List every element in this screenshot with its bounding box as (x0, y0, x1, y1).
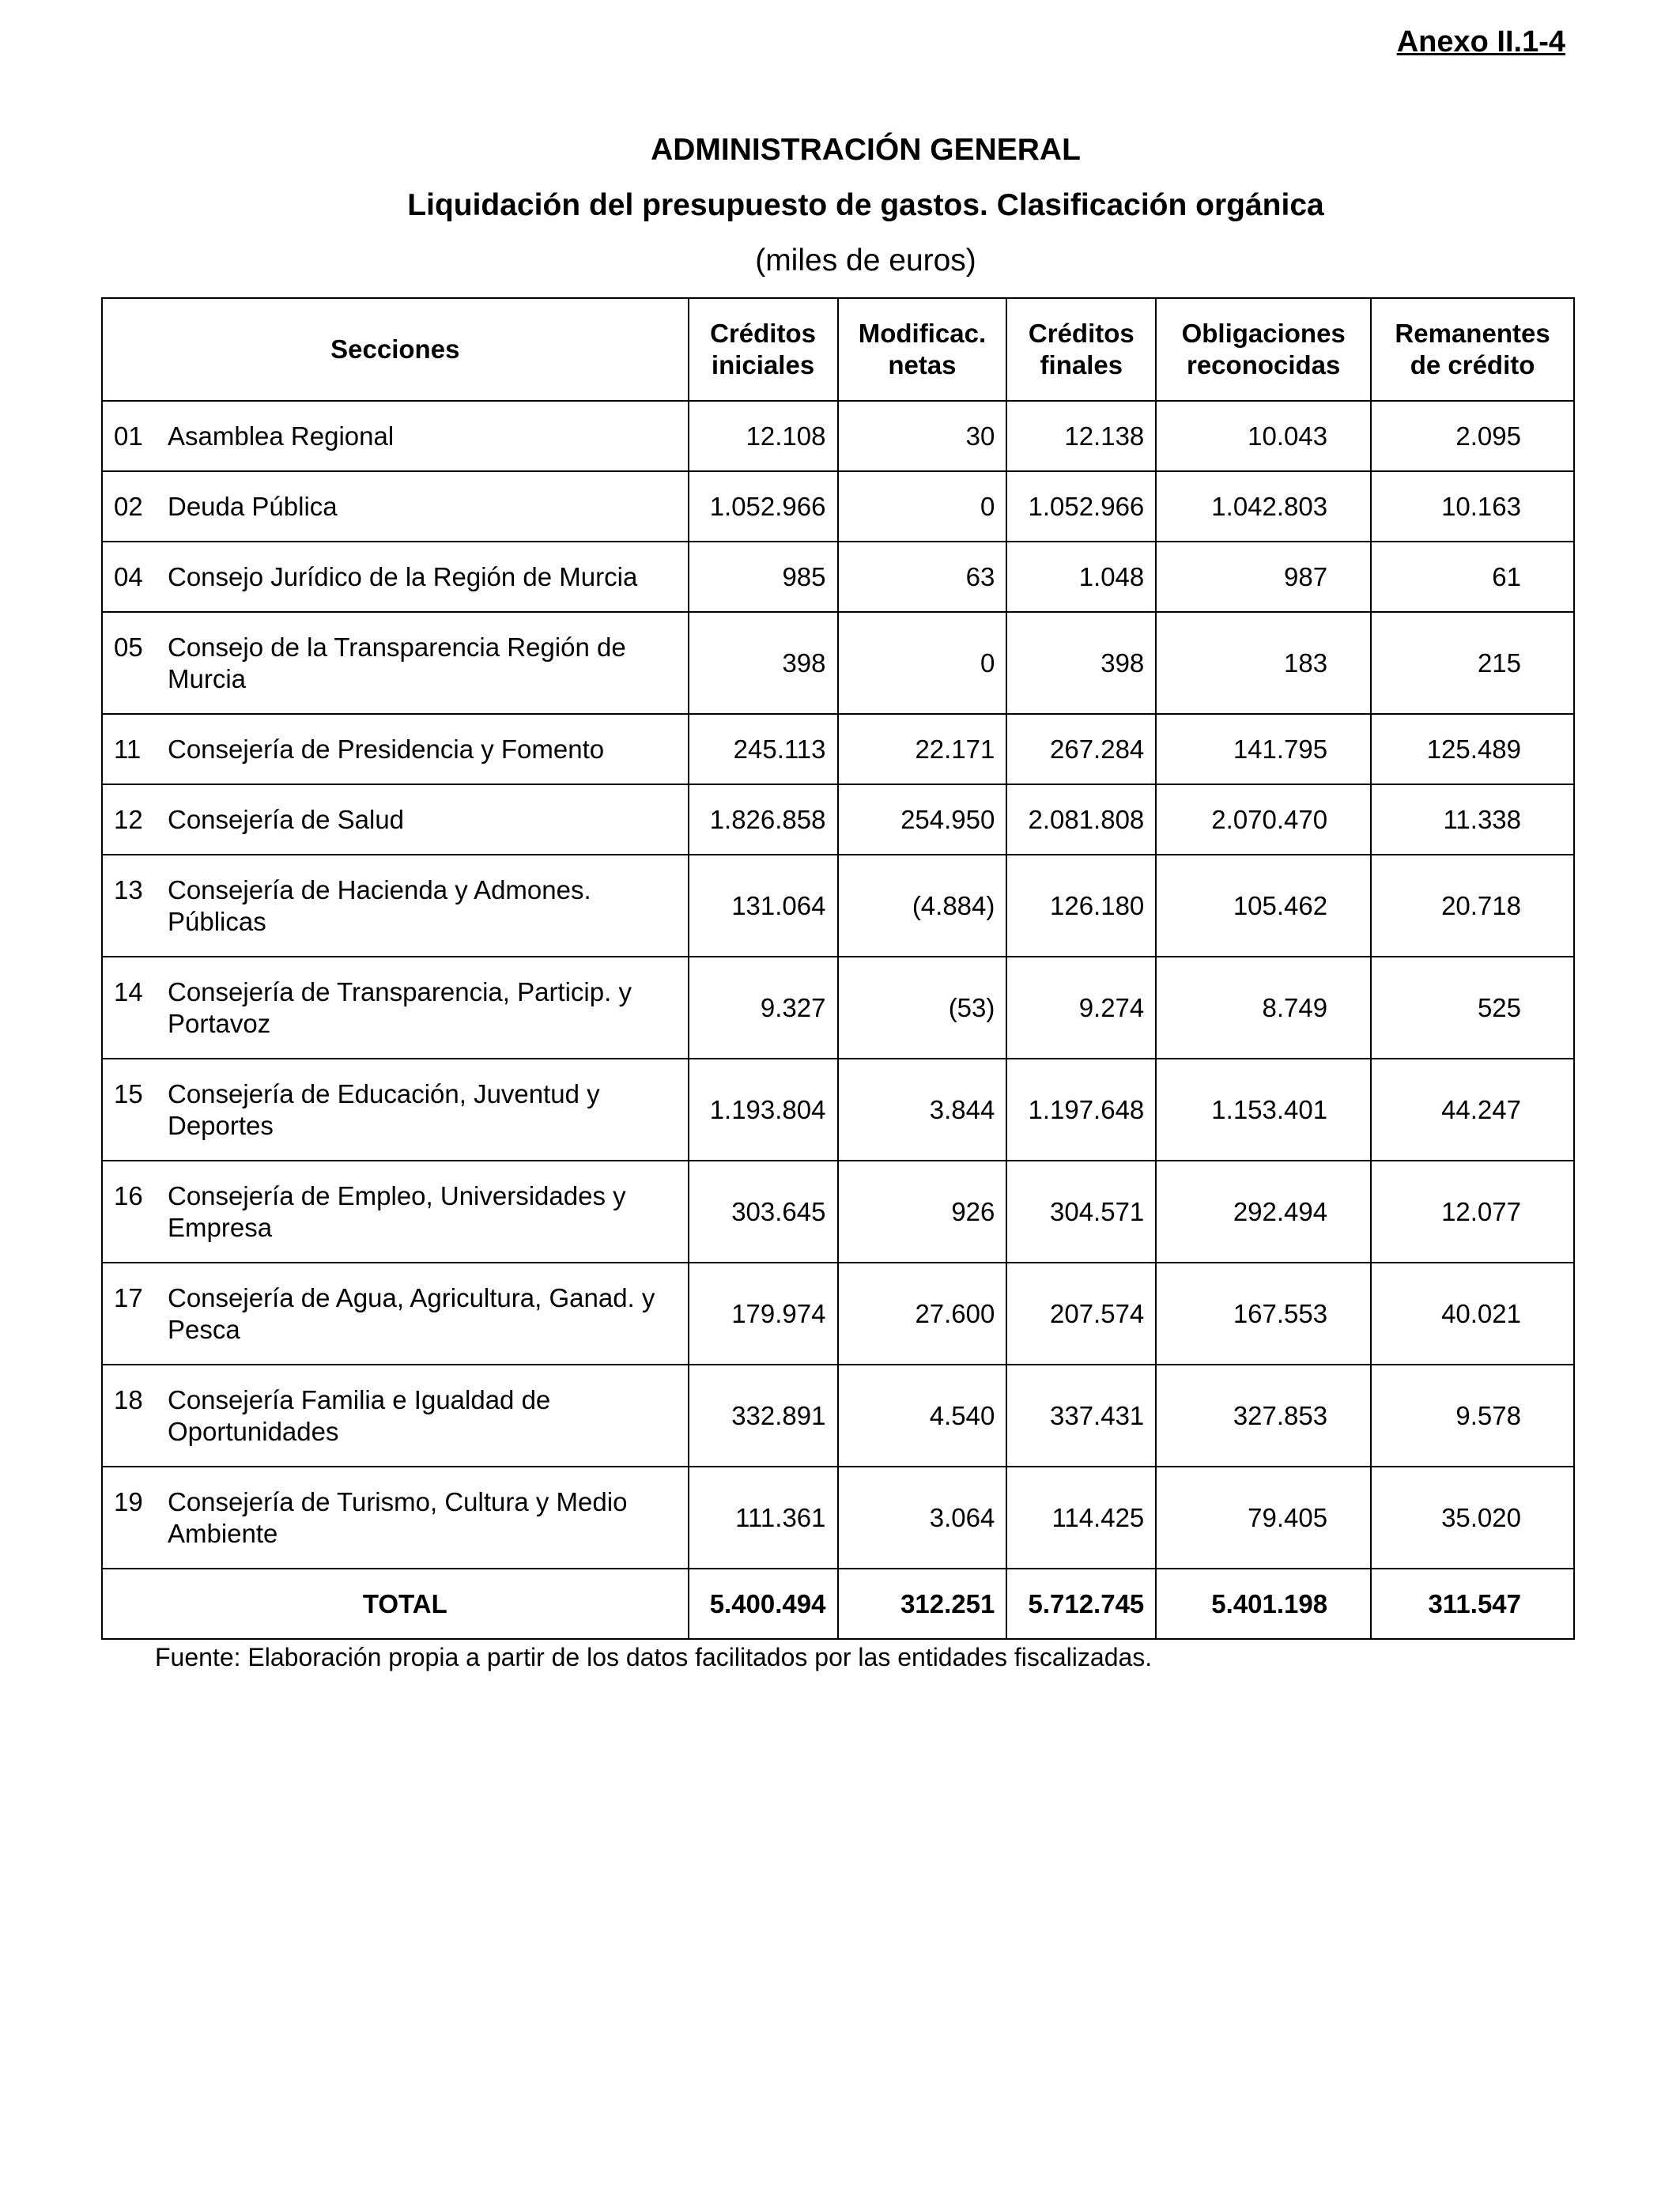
creditos-iniciales-cell: 1.193.804 (689, 1059, 838, 1161)
section-name: Consejería de Agua, Agricultura, Ganad. y Pesca (168, 1282, 655, 1344)
creditos-finales-cell: 9.274 (1006, 957, 1156, 1059)
modificac-netas-cell: 926 (838, 1161, 1007, 1263)
modificac-netas-cell: 22.171 (838, 714, 1007, 784)
table-row (102, 784, 1574, 855)
table-row (102, 401, 1574, 471)
obligaciones-cell: 105.462 (1156, 855, 1371, 957)
section-code: 19 (114, 1486, 143, 1516)
section-cell (102, 714, 689, 784)
total-obligaciones: 5.401.198 (1156, 1569, 1371, 1639)
creditos-iniciales-cell: 245.113 (689, 714, 838, 784)
table-row (102, 612, 1574, 714)
annex-label: Anexo II.1-4 (1396, 25, 1565, 59)
section-cell (102, 612, 689, 714)
section-cell (102, 855, 689, 957)
table-header-row (102, 298, 1574, 401)
remanentes-cell: 125.489 (1371, 714, 1574, 784)
section-cell (102, 1059, 689, 1161)
modificac-netas-cell: 63 (838, 542, 1007, 612)
remanentes-cell: 10.163 (1371, 471, 1574, 542)
table-row (102, 542, 1574, 612)
creditos-iniciales-cell: 131.064 (689, 855, 838, 957)
section-code: 18 (114, 1384, 143, 1414)
section-name: Consejería de Transparencia, Particip. y Portavoz (168, 976, 632, 1038)
creditos-finales-cell: 1.048 (1006, 542, 1156, 612)
creditos-iniciales-cell: 303.645 (689, 1161, 838, 1263)
obligaciones-cell: 292.494 (1156, 1161, 1371, 1263)
obligaciones-cell: 183 (1156, 612, 1371, 714)
total-modificac-netas: 312.251 (838, 1569, 1007, 1639)
remanentes-cell: 20.718 (1371, 855, 1574, 957)
section-name: Deuda Pública (168, 491, 338, 521)
creditos-iniciales-cell: 111.361 (689, 1467, 838, 1569)
section-name: Consejería de Hacienda y Admones. Públicas (168, 874, 591, 936)
remanentes-cell: 11.338 (1371, 784, 1574, 855)
section-code: 16 (114, 1180, 143, 1210)
table-row (102, 1161, 1574, 1263)
remanentes-cell: 35.020 (1371, 1467, 1574, 1569)
creditos-iniciales-cell: 1.052.966 (689, 471, 838, 542)
creditos-iniciales-cell: 179.974 (689, 1263, 838, 1365)
obligaciones-cell: 79.405 (1156, 1467, 1371, 1569)
obligaciones-cell: 167.553 (1156, 1263, 1371, 1365)
creditos-finales-cell: 207.574 (1006, 1263, 1156, 1365)
creditos-finales-cell: 398 (1006, 612, 1156, 714)
section-code: 14 (114, 976, 143, 1006)
total-creditos-finales: 5.712.745 (1006, 1569, 1156, 1639)
creditos-finales-cell: 1.197.648 (1006, 1059, 1156, 1161)
header-creditos-finales: Créditos finales (1006, 298, 1156, 401)
creditos-iniciales-cell: 12.108 (689, 401, 838, 471)
obligaciones-cell: 1.153.401 (1156, 1059, 1371, 1161)
modificac-netas-cell: 3.844 (838, 1059, 1007, 1161)
table-row (102, 957, 1574, 1059)
creditos-iniciales-cell: 398 (689, 612, 838, 714)
modificac-netas-cell: 3.064 (838, 1467, 1007, 1569)
budget-table (101, 297, 1575, 1640)
section-name: Consejería de Salud (168, 804, 405, 834)
obligaciones-cell: 141.795 (1156, 714, 1371, 784)
remanentes-cell: 525 (1371, 957, 1574, 1059)
obligaciones-cell: 1.042.803 (1156, 471, 1371, 542)
header-modificac-netas: Modificac. netas (838, 298, 1007, 401)
section-cell (102, 784, 689, 855)
modificac-netas-cell: 0 (838, 471, 1007, 542)
header-creditos-iniciales: Créditos iniciales (689, 298, 838, 401)
remanentes-cell: 9.578 (1371, 1365, 1574, 1467)
creditos-iniciales-cell: 332.891 (689, 1365, 838, 1467)
section-code: 05 (114, 632, 143, 662)
section-code: 04 (114, 561, 143, 591)
modificac-netas-cell: 27.600 (838, 1263, 1007, 1365)
section-code: 12 (114, 804, 143, 834)
obligaciones-cell: 327.853 (1156, 1365, 1371, 1467)
creditos-finales-cell: 267.284 (1006, 714, 1156, 784)
creditos-finales-cell: 12.138 (1006, 401, 1156, 471)
modificac-netas-cell: 0 (838, 612, 1007, 714)
obligaciones-cell: 8.749 (1156, 957, 1371, 1059)
section-cell (102, 1365, 689, 1467)
section-cell (102, 1263, 689, 1365)
modificac-netas-cell: (53) (838, 957, 1007, 1059)
table-row (102, 1059, 1574, 1161)
obligaciones-cell: 2.070.470 (1156, 784, 1371, 855)
table-row (102, 471, 1574, 542)
obligaciones-cell: 987 (1156, 542, 1371, 612)
section-code: 11 (114, 734, 142, 764)
total-creditos-iniciales: 5.400.494 (689, 1569, 838, 1639)
modificac-netas-cell: 4.540 (838, 1365, 1007, 1467)
remanentes-cell: 40.021 (1371, 1263, 1574, 1365)
section-code: 01 (114, 421, 143, 451)
creditos-finales-cell: 337.431 (1006, 1365, 1156, 1467)
remanentes-cell: 61 (1371, 542, 1574, 612)
section-cell (102, 471, 689, 542)
section-name: Consejería Familia e Igualdad de Oportunidades (168, 1384, 551, 1446)
creditos-iniciales-cell: 985 (689, 542, 838, 612)
header-obligaciones-reconocidas: Obligaciones reconocidas (1156, 298, 1371, 401)
header-secciones: Secciones (102, 298, 689, 401)
modificac-netas-cell: 30 (838, 401, 1007, 471)
section-name: Consejería de Turismo, Cultura y Medio Ambiente (168, 1486, 628, 1548)
modificac-netas-cell: (4.884) (838, 855, 1007, 957)
table-row (102, 1263, 1574, 1365)
remanentes-cell: 2.095 (1371, 401, 1574, 471)
total-row (102, 1569, 1574, 1639)
document-title: ADMINISTRACIÓN GENERAL (651, 133, 1081, 167)
obligaciones-cell: 10.043 (1156, 401, 1371, 471)
section-code: 15 (114, 1078, 143, 1108)
remanentes-cell: 215 (1371, 612, 1574, 714)
section-name: Consejo Jurídico de la Región de Murcia (168, 561, 638, 591)
section-cell (102, 1161, 689, 1263)
total-remanentes: 311.547 (1371, 1569, 1574, 1639)
section-cell (102, 957, 689, 1059)
section-cell (102, 1467, 689, 1569)
section-code: 13 (114, 874, 143, 904)
section-code: 17 (114, 1282, 143, 1312)
section-name: Consejo de la Transparencia Región de Murcia (168, 632, 626, 693)
table-row (102, 1365, 1574, 1467)
table-row (102, 855, 1574, 957)
document-subtitle: Liquidación del presupuesto de gastos. Clasificación orgánica (407, 188, 1324, 222)
modificac-netas-cell: 254.950 (838, 784, 1007, 855)
creditos-finales-cell: 2.081.808 (1006, 784, 1156, 855)
section-name: Consejería de Empleo, Universidades y Empresa (168, 1180, 626, 1242)
table-row (102, 714, 1574, 784)
creditos-iniciales-cell: 1.826.858 (689, 784, 838, 855)
units-note: (miles de euros) (755, 244, 976, 278)
section-name: Consejería de Educación, Juventud y Deportes (168, 1078, 600, 1140)
creditos-finales-cell: 304.571 (1006, 1161, 1156, 1263)
section-cell (102, 542, 689, 612)
creditos-finales-cell: 126.180 (1006, 855, 1156, 957)
remanentes-cell: 44.247 (1371, 1059, 1574, 1161)
creditos-iniciales-cell: 9.327 (689, 957, 838, 1059)
total-label: TOTAL (102, 1569, 689, 1639)
section-code: 02 (114, 491, 143, 521)
source-note: Fuente: Elaboración propia a partir de los datos facilitados por las entidades fiscalizadas. (155, 1643, 1153, 1671)
header-remanentes-credito: Remanentes de crédito (1371, 298, 1574, 401)
section-name: Consejería de Presidencia y Fomento (168, 734, 605, 764)
creditos-finales-cell: 1.052.966 (1006, 471, 1156, 542)
section-cell (102, 401, 689, 471)
section-name: Asamblea Regional (168, 421, 395, 451)
table-row (102, 1467, 1574, 1569)
creditos-finales-cell: 114.425 (1006, 1467, 1156, 1569)
remanentes-cell: 12.077 (1371, 1161, 1574, 1263)
